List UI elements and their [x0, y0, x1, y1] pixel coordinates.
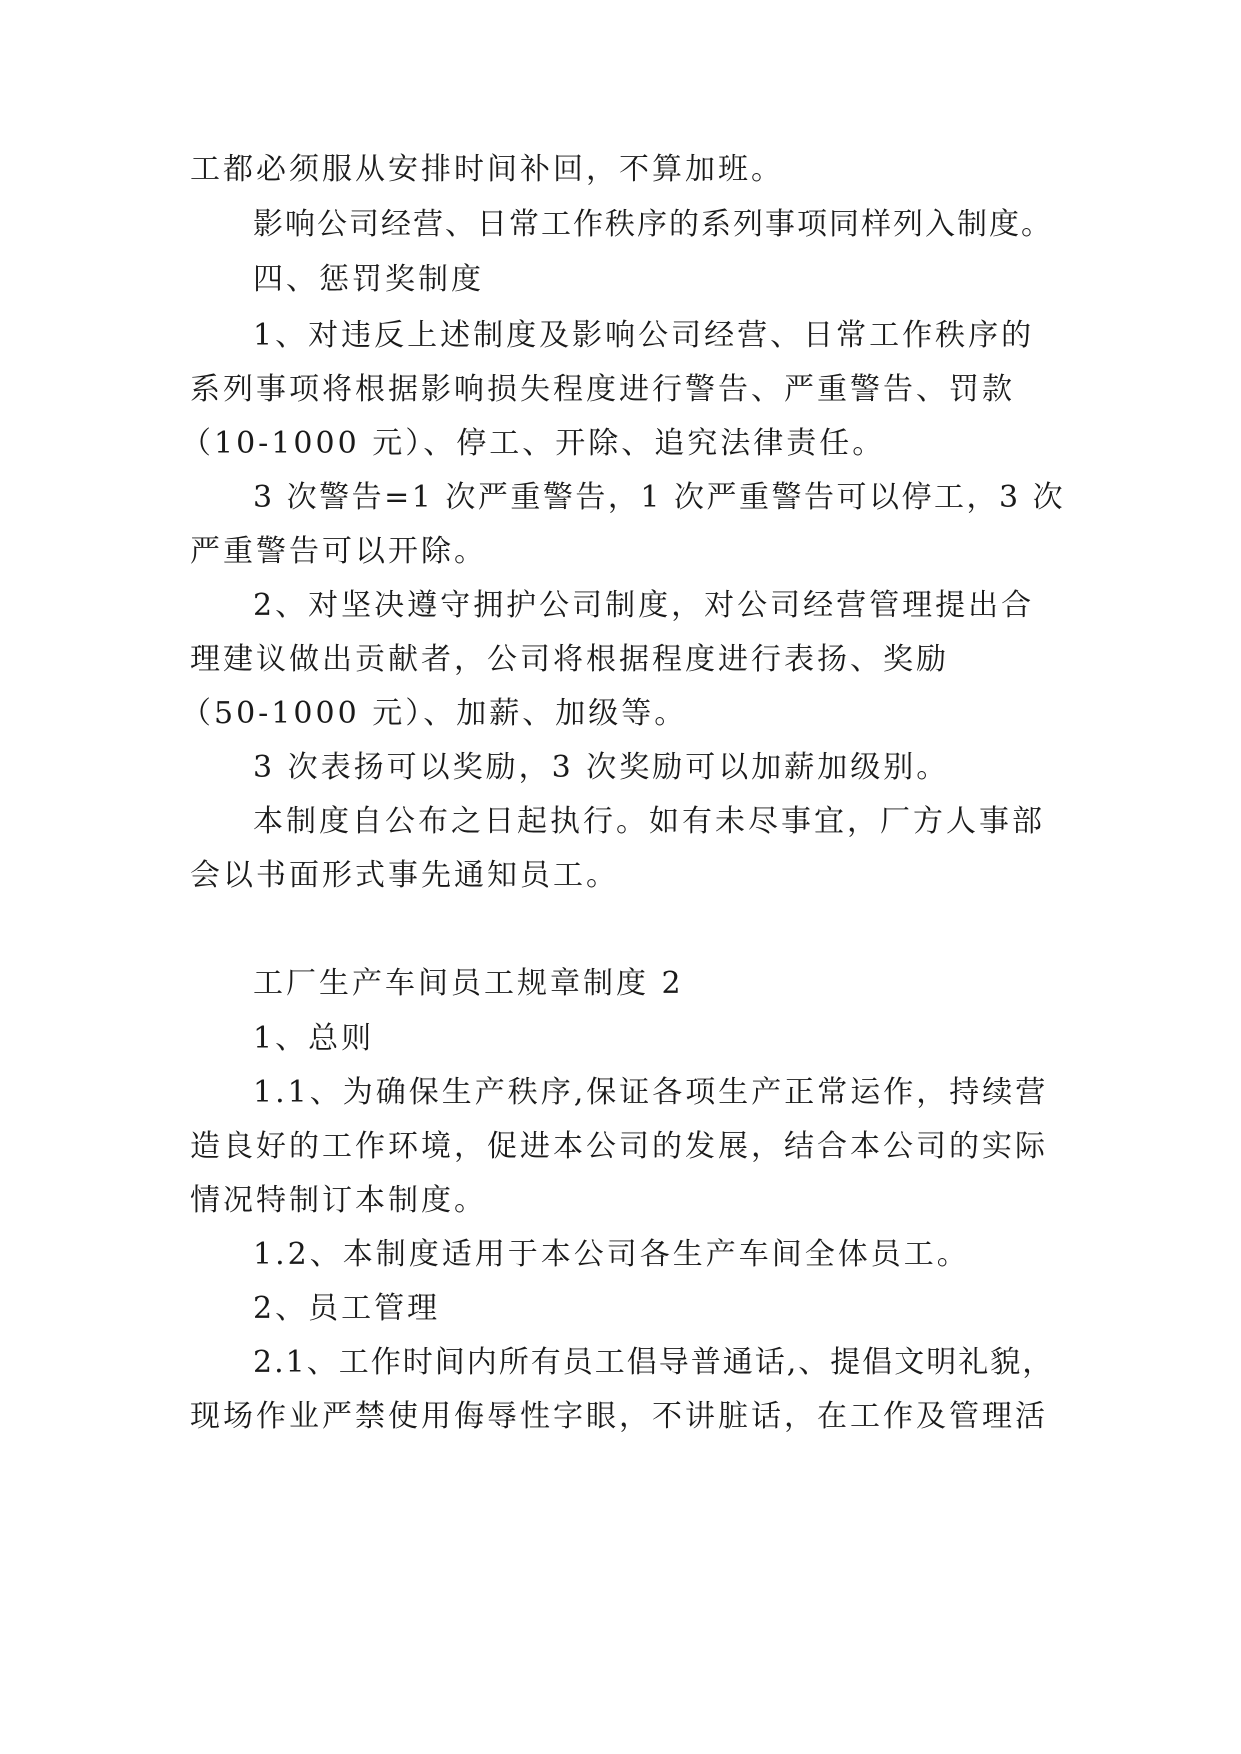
text-line: （50-1000 元）、加薪、加级等。 — [181, 696, 688, 731]
text-line: 工都必须服从安排时间补回，不算加班。 — [190, 152, 784, 187]
text-line: 系列事项将根据影响损失程度进行警告、严重警告、罚款 — [190, 372, 1015, 407]
text-line: 1.2、本制度适用于本公司各生产车间全体员工。 — [253, 1237, 970, 1272]
text-line: 情况特制订本制度。 — [190, 1183, 487, 1218]
text-line: 理建议做出贡献者，公司将根据程度进行表扬、奖励 — [190, 642, 949, 677]
section-heading: 1、总则 — [253, 1021, 375, 1056]
section-heading: 四、惩罚奖制度 — [253, 262, 484, 297]
text-line: 影响公司经营、日常工作秩序的系列事项同样列入制度。 — [253, 207, 1053, 242]
text-line: （10-1000 元）、停工、开除、追究法律责任。 — [181, 426, 886, 461]
text-line: 本制度自公布之日起执行。如有未尽事宜，厂方人事部 — [253, 804, 1045, 839]
text-line: 1.1、为确保生产秩序,保证各项生产正常运作，持续营 — [253, 1075, 1049, 1110]
text-line: 2.1、工作时间内所有员工倡导普通话,、提倡文明礼貌， — [253, 1345, 1055, 1380]
document-title: 工厂生产车间员工规章制度 2 — [253, 966, 684, 1001]
text-line: 会以书面形式事先通知员工。 — [190, 858, 619, 893]
text-line: 现场作业严禁使用侮辱性字眼，不讲脏话，在工作及管理活 — [190, 1399, 1048, 1434]
text-line: 2、对坚决遵守拥护公司制度，对公司经营管理提出合 — [253, 588, 1035, 623]
text-line: 3 次表扬可以奖励，3 次奖励可以加薪加级别。 — [253, 750, 950, 785]
text-line: 1、对违反上述制度及影响公司经营、日常工作秩序的 — [253, 318, 1035, 353]
text-line: 造良好的工作环境，促进本公司的发展，结合本公司的实际 — [190, 1129, 1048, 1164]
section-heading: 2、员工管理 — [253, 1291, 441, 1326]
text-line: 3 次警告=1 次严重警告，1 次严重警告可以停工，3 次 — [253, 480, 1066, 515]
text-line: 严重警告可以开除。 — [190, 534, 487, 569]
